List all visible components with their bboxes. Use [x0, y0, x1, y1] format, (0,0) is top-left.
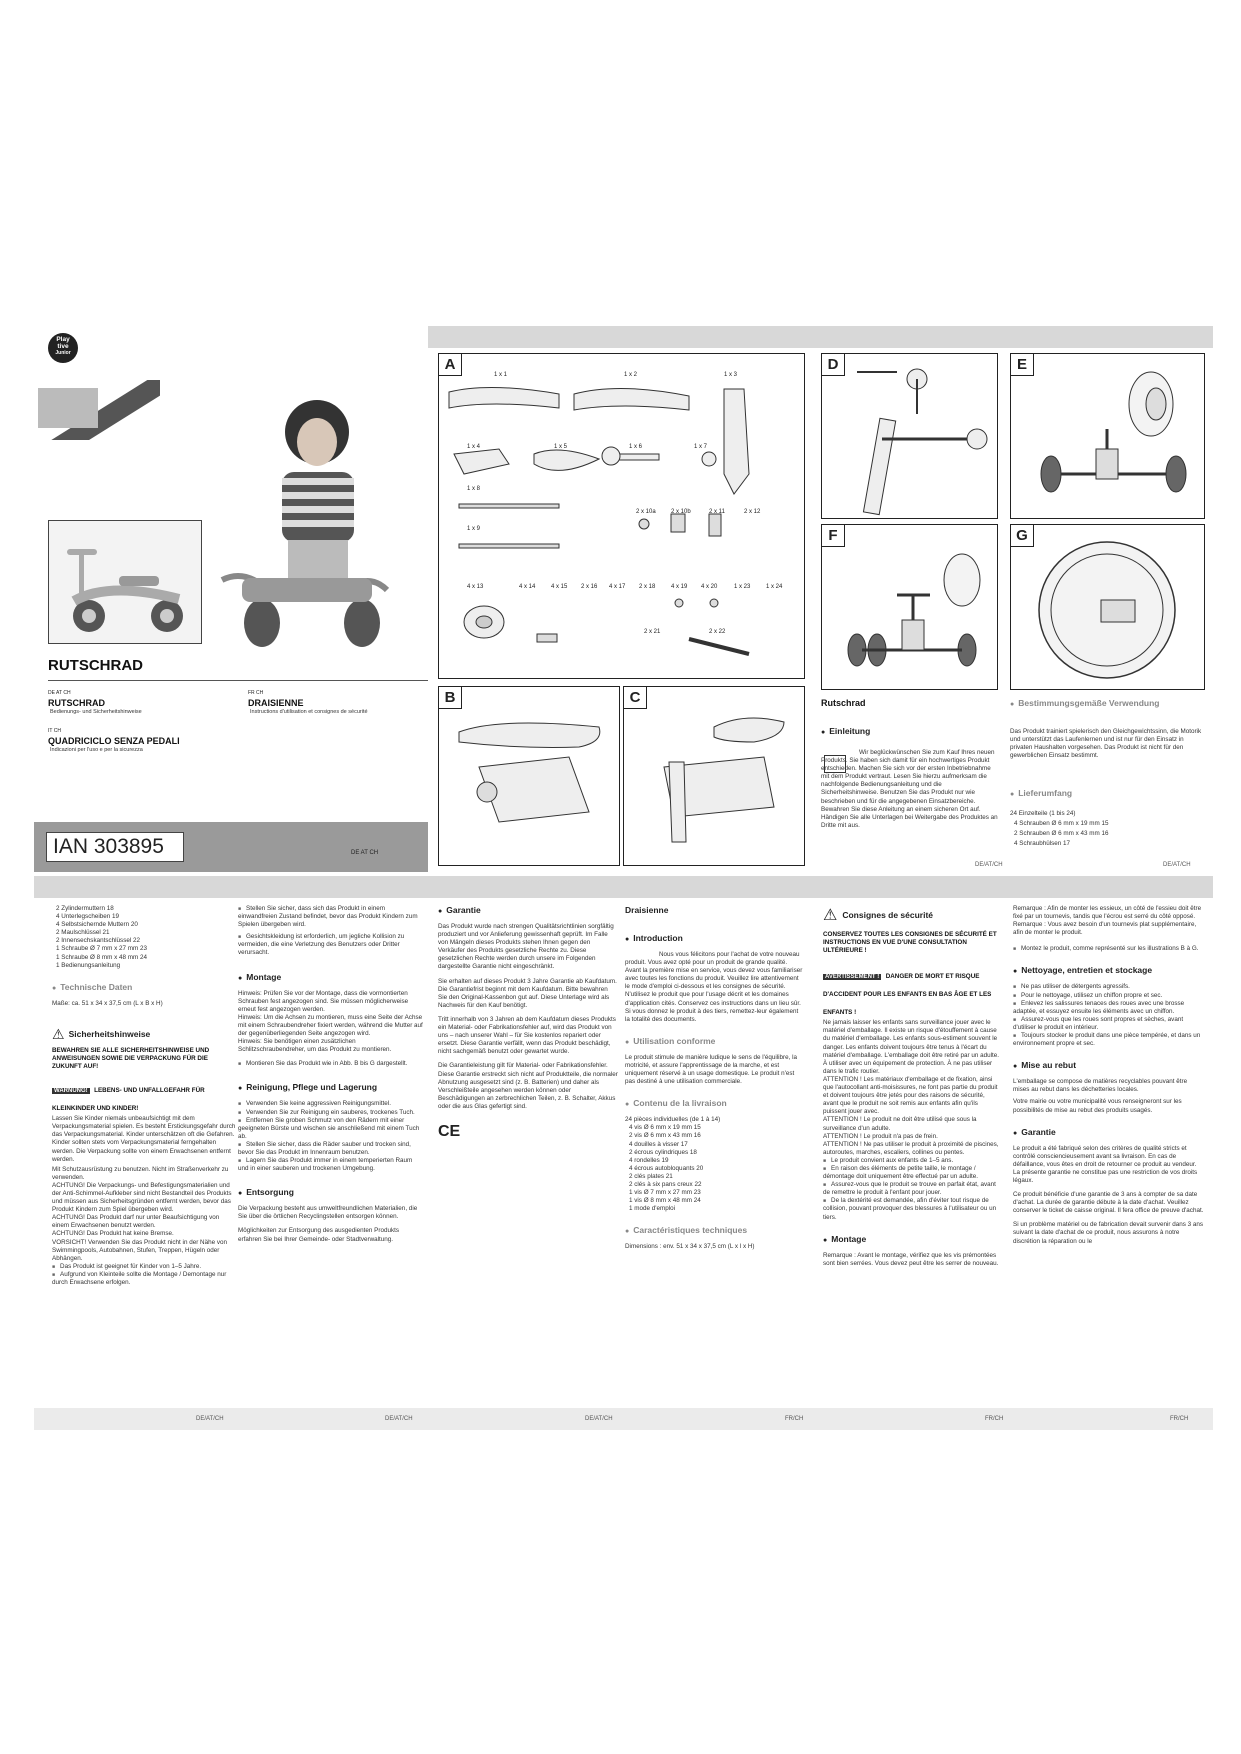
part-10b: 2 x 10b	[671, 509, 691, 515]
col1-l4: 2 Maulschlüssel 21	[56, 929, 110, 937]
safety-heading: Sicherheitshinweise	[68, 1029, 151, 1040]
contenu-heading: ● Contenu de la livraison	[625, 1098, 803, 1108]
de-title: RUTSCHRAD	[48, 698, 105, 708]
panel-g-label: G	[1011, 525, 1034, 547]
col1-l1: 2 Zylindermuttern 18	[56, 905, 114, 912]
tech-heading: ● Technische Daten	[52, 982, 238, 992]
einleitung-heading: ● Einleitung	[821, 726, 870, 736]
service-icon	[38, 388, 98, 428]
contenu-1: 24 pièces individuelles (de 1 à 14)	[625, 1116, 721, 1124]
fr-garantie-1: Le produit a été fabriqué selon des critères de qualité stricts et contrôlé consciencieusement avant sa livraison. En cas de défaillance, vous êtes en droit de retourner ce produit au vendeur. La présente garantie ne constitue pas une restriction de vos droits légaux.	[1013, 1144, 1198, 1184]
panel-d	[821, 353, 998, 519]
part-10a: 2 x 10a	[636, 509, 656, 515]
bike-photo	[48, 520, 202, 644]
attention-2: ATTENTION ! Le produit ne doit être utilisé que sous la surveillance d'un adulte.	[823, 1116, 977, 1132]
einleitung-text: Wir beglückwünschen Sie zum Kauf Ihres neuen Produkts. Sie haben sich damit für ein hochwertiges Produkt entschieden. Machen Sie sich vor der ersten Inbetriebnahme mit dem Produkt vertraut. Lesen Sie hierzu aufmerksam die nachfolgende Bedienungsanleitung und die Sicherheitshinweise. Benutzen Sie das Produkt nur wie beschrieben und für die angegebenen Einsatzbereiche. Bewahren Sie diese Anleitung an einem sicheren Ort auf. Händigen Sie alle Unterlagen bei Weitergabe des Produktes an Dritte mit aus.	[821, 749, 998, 829]
part-1: 1 x 1	[494, 372, 508, 378]
it-subtitle: Indicazioni per l'uso e per la sicurezza	[50, 747, 143, 753]
montage-1: Hinweis: Prüfen Sie vor der Montage, dass die vormontierten Schrauben fest angezogen sind. Sie müssen möglicherweise erneut fest angezogen werden.	[238, 989, 409, 1013]
kinder-age: ■ Das Produkt ist geeignet für Kinder von 1–5 Jahre.	[52, 1263, 238, 1271]
contenu-7: 4 écrous autobloquants 20	[629, 1164, 704, 1172]
reinigung-3: ■ Entfernen Sie groben Schmutz von den Rädern mit einer geeigneten Bürste und wischen sie anschließend mit einem Tuch ab.	[238, 1117, 424, 1141]
it-title: QUADRICICLO SENZA PEDALI	[48, 736, 180, 746]
part-2: 1 x 2	[624, 372, 638, 378]
brand-line-3: Junior	[55, 350, 71, 356]
child-photo	[202, 380, 402, 670]
panel-e	[1010, 353, 1205, 519]
lang-badge-it: IT CH	[48, 728, 61, 734]
consignes-heading: Consignes de sécurité	[842, 910, 934, 920]
col6-r3: ■ Montez le produit, comme représenté sur les illustrations B à G.	[1013, 945, 1205, 953]
garantie-3: Tritt innerhalb von 3 Jahren ab dem Kaufdatum dieses Produkts ein Material- oder Fabrikationsfehler auf, wird das Produkt von uns – nach unserer Wahl – für Sie kostenlos repariert oder ersetzt. Diese Garantie verfällt, wenn das Produkt beschädigt, nicht sachgemäß benutzt oder gewartet wurde.	[438, 1015, 616, 1056]
part-14: 4 x 14	[519, 584, 536, 590]
avert-2: À utiliser avec un équipement de protection. À ne pas utiliser dans le trafic routier.	[823, 1059, 993, 1075]
small-parts: ■ Aufgrund von Kleinteile sollte die Montage / Demontage nur durch Erwachsene erfolgen.	[52, 1271, 238, 1287]
contenu-2: 4 vis Ø 6 mm x 19 mm 15	[629, 1124, 701, 1132]
reinigung-1: ■ Verwenden Sie keine aggressiven Reinigungsmittel.	[238, 1100, 424, 1108]
footer-bottom-2: DE/AT/CH	[385, 1416, 413, 1422]
contenu-11: 1 vis Ø 8 mm x 48 mm 24	[629, 1197, 701, 1205]
achtung-1: ACHTUNG! Die Verpackungs- und Befestigungsmaterialien und der Anti-Schimmel-Aufkleber sind nicht Bestandteil des Produkts und müssen aus Sicherheitsgründen entfernt werden, bevor das Produkt Kindern zum Spiel übergeben wird.	[52, 1181, 232, 1214]
part-21: 2 x 21	[644, 629, 661, 635]
consignes-caps: CONSERVEZ TOUTES LES CONSIGNES DE SÉCURITÉ ET INSTRUCTIONS EN VUE D'UNE CONSULTATION ULTÉRIEURE !	[823, 931, 997, 955]
panel-f	[821, 524, 998, 690]
footer-bottom-6: FR/CH	[1170, 1416, 1189, 1422]
col2-b1: ■ Stellen Sie sicher, dass sich das Produkt in einem einwandfreien Zustand befindet, bevor das Produkt Kindern zum Spielen übergeben wird.	[238, 905, 424, 929]
montage-4: ■ Montieren Sie das Produkt wie in Abb. B bis G dargestellt.	[238, 1060, 424, 1068]
warning-triangle-icon: ⚠	[823, 907, 838, 924]
utilisation-text: Le produit stimule de manière ludique le sens de l'équilibre, la motricité, et assure l'apprentissage de la marche, et est uniquement réservé à un usage domestique. Le produit n'est pas destiné à une utilisation commerciale.	[625, 1053, 798, 1086]
column-1	[52, 905, 238, 1287]
warn-text: Lassen Sie Kinder niemals unbeaufsichtigt mit dem Verpackungsmaterial spielen. Es besteht Erstickungsgefahr durch das Verpackungsmaterial. Kinder unterschätzen oft die Gefahren. Kinder sollten stets vom Verpackungsmaterial ferngehalten werden. Die Verpackung sollte von einem Erwachsenen entfernt werden.	[52, 1115, 236, 1163]
brand-line-2: tive	[57, 343, 69, 350]
bestimmung-text: Das Produkt trainiert spielerisch den Gleichgewichtssinn, die Motorik und unterstützt das Laufenlernen und ist nur für den Einsatz in privaten Haushalten vorgesehen. Das Produkt ist nicht für den gewerblichen Einsatz bestimmt.	[1010, 728, 1202, 760]
utilisation-heading: ● Utilisation conforme	[625, 1036, 803, 1046]
bottom-grey-bar	[34, 876, 1213, 898]
lieferumfang-heading: ● Lieferumfang	[1010, 788, 1072, 798]
column-5	[823, 905, 1001, 1268]
contenu-5: 2 écrous cylindriques 18	[629, 1148, 697, 1156]
part-24: 1 x 24	[766, 584, 783, 590]
column-3	[438, 905, 618, 1141]
contenu-3: 2 vis Ø 6 mm x 43 mm 16	[629, 1132, 701, 1140]
montage-heading: ● Montage	[238, 972, 424, 982]
part-8: 1 x 8	[467, 486, 481, 492]
col6-r2: Remarque : Vous avez besoin d'un tournevis plat supplémentaire, afin de monter le produit.	[1013, 921, 1197, 937]
column-2	[238, 905, 424, 1244]
achtung-2: ACHTUNG! Das Produkt darf nur unter Beaufsichtigung von einem Erwachsenen benutzt werden.	[52, 1214, 220, 1230]
attention-4: ATTENTION ! Ne pas utiliser le produit à proximité de piscines, autoroutes, marches, escaliers, collines ou pentes.	[823, 1140, 999, 1156]
reinigung-heading: ● Reinigung, Pflege und Lagerung	[238, 1082, 424, 1092]
column-6	[1013, 905, 1205, 1246]
part-19: 4 x 19	[671, 584, 688, 590]
footer-top-1: DE/AT/CH	[975, 862, 1003, 868]
ce-mark: CE	[438, 1122, 461, 1140]
contenu-12: 1 mode d'emploi	[629, 1205, 676, 1213]
nettoyage-heading: ● Nettoyage, entretien et stockage	[1013, 965, 1205, 975]
vorsicht: VORSICHT! Verwenden Sie das Produkt nicht in der Nähe von Swimmingpools, Autobahnen, Stufen, Treppen, Hügeln oder Abhängen.	[52, 1238, 228, 1262]
panel-a	[438, 353, 805, 679]
warn-head: LEBENS- UND UNFALLGEFAHR FÜR KLEINKINDER UND KINDER!	[52, 1087, 205, 1113]
warn-2: Mit Schutzausrüstung zu benutzen. Nicht im Straßenverkehr zu verwenden.	[52, 1165, 229, 1181]
col1-l6: 1 Schraube Ø 7 mm x 27 mm 23	[56, 945, 147, 953]
part-6: 1 x 6	[629, 444, 643, 450]
warn-label: WARNUNG!	[54, 1088, 88, 1095]
part-12: 2 x 12	[744, 509, 761, 515]
part-15: 4 x 15	[551, 584, 568, 590]
part-9: 1 x 9	[467, 526, 481, 532]
col5-b2: ■ En raison des éléments de petite taille, le montage / démontage doit uniquement être effectué par un adulte.	[823, 1165, 1001, 1181]
carac-heading: ● Caractéristiques techniques	[625, 1225, 803, 1235]
part-4: 1 x 4	[467, 444, 481, 450]
part-7: 1 x 7	[694, 444, 708, 450]
lang-badge-de: DE AT CH	[48, 690, 71, 696]
contenu-4: 4 douilles à visser 17	[629, 1140, 688, 1148]
avert-text: Ne jamais laisser les enfants sans surveillance jouer avec le matériel d'emballage. Il existe un risque d'étouffement à cause du matériel d'emballage. Les enfants sous-estiment souvent le danger. Les enfants doivent toujours être tenus à l'écart du matériel d'emballage. L'emballage doit être retiré par un adulte.	[823, 1019, 1000, 1059]
col1-l2: 4 Unterlegscheiben 19	[56, 913, 120, 921]
intro-heading: ● Introduction	[625, 933, 803, 943]
col5-b4: ■ De la dextérité est demandée, afin d'éviter tout risque de collision, pouvant provoquer des blessures à l'utilisateur ou un tiers.	[823, 1197, 1001, 1221]
panel-c-label: C	[624, 687, 647, 709]
avert-head: DANGER DE MORT ET RISQUE D'ACCIDENT POUR LES ENFANTS EN BAS ÂGE ET LES ENFANTS !	[823, 973, 992, 1017]
part-5: 1 x 5	[554, 444, 568, 450]
nettoyage-5: ■ Toujours stocker le produit dans une pièce tempérée, et dans un environnement propre et sec.	[1013, 1032, 1205, 1048]
panel-b-label: B	[439, 687, 462, 709]
col1-l8: 1 Bedienungsanleitung	[56, 961, 121, 969]
fr-garantie-2: Ce produit bénéficie d'une garantie de 3 ans à compter de sa date d'achat. La durée de garantie débute à la date d'achat. Veuillez conserver le ticket de caisse original. Il fera office de preuve d'achat.	[1013, 1191, 1204, 1215]
rebut-1: L'emballage se compose de matières recyclables pouvant être mises au rebut dans les déchetteries locales.	[1013, 1078, 1188, 1094]
reinigung-2: ■ Verwenden Sie zur Reinigung ein sauberes, trockenes Tuch.	[238, 1109, 424, 1117]
de-heading: Rutschrad	[821, 698, 866, 708]
lang-badge-fr: FR CH	[248, 690, 264, 696]
panel-a-label: A	[439, 354, 462, 376]
panel-g	[1010, 524, 1205, 690]
nettoyage-4: ■ Assurez-vous que les roues sont propres et sèches, avant d'utiliser le produit en intérieur.	[1013, 1016, 1205, 1032]
nettoyage-3: ■ Enlevez les salissures tenaces des roues avec une brosse adaptée, et essuyez ensuite les éléments avec un chiffon.	[1013, 1000, 1205, 1016]
panel-e-label: E	[1011, 354, 1034, 376]
panel-b	[438, 686, 620, 866]
col2-b2: ■ Gesichtskleidung ist erforderlich, um jegliche Kollision zu vermeiden, die eine Verletzung des Benutzers oder Dritter verursacht.	[238, 933, 424, 957]
reinigung-5: ■ Lagern Sie das Produkt immer in einem temperierten Raum und in einer sauberen und trockenen Umgebung.	[238, 1157, 424, 1173]
contenu-8: 2 clés plates 21	[629, 1172, 673, 1180]
footer-top-2: DE/AT/CH	[1163, 862, 1191, 868]
fr-montage-text: Remarque : Avant le montage, vérifiez que les vis prémontées sont bien serrées. Vous devez peut être les serrer de nouveau.	[823, 1251, 999, 1267]
montage-3: Hinweis: Sie benötigen einen zusätzlichen Schlitzschraubendreher, um das Produkt zu montieren.	[238, 1038, 392, 1054]
footer-bottom-1: DE/AT/CH	[196, 1416, 224, 1422]
part-20: 4 x 20	[701, 584, 718, 590]
fr-garantie-3: Si un problème matériel ou de fabrication devait survenir dans 3 ans suivant la date d'achat de ce produit, nous assurons à notre discrétion la réparation ou le	[1013, 1221, 1204, 1245]
col6-r1: Remarque : Afin de monter les essieux, un côté de l'essieu doit être fixé par un tournevis, tandis que l'écrou est serré du côté opposé.	[1013, 905, 1202, 921]
attention-1: ATTENTION ! Les matériaux d'emballage et de fixation, ainsi que l'autocollant anti-moisissures, ne font pas partie du produit et doivent toujours être jetés pour des raisons de sécurité, avant que le produit ne soit remis aux enfants afin qu'ils puissent jouer avec.	[823, 1075, 998, 1116]
tech-text: Maße: ca. 51 x 34 x 37,5 cm (L x B x H)	[52, 999, 163, 1007]
avert-label: AVERTISSEMENT !	[825, 974, 880, 981]
column-4	[625, 905, 803, 1251]
footer-bottom-3: DE/AT/CH	[585, 1416, 613, 1422]
reinigung-4: ■ Stellen Sie sicher, dass die Räder sauber und trocken sind, bevor Sie das Produkt im Innenraum benutzen.	[238, 1141, 424, 1157]
panel-d-label: D	[822, 354, 845, 376]
rebut-heading: ● Mise au rebut	[1013, 1060, 1205, 1070]
part-18: 2 x 18	[639, 584, 656, 590]
garantie-1: Das Produkt wurde nach strengen Qualitätsrichtlinien sorgfältig produziert und vor Anlieferung gewissenhaft geprüft. Im Falle von Mängeln dieses Produkts stehen Ihnen gegen den Verkäufer des Produkts gesetzliche Rechte zu. Diese gesetzlichen Rechte werden durch unsere im Folgenden dargestellte Garantie nicht eingeschränkt.	[438, 923, 614, 971]
col1-l5: 2 Innensechskantschlüssel 22	[56, 937, 141, 945]
contenu-9: 2 clés à six pans creux 22	[629, 1180, 702, 1188]
col5-b3: ■ Assurez-vous que le produit se trouve en parfait état, avant de remettre le produit à l'enfant pour jouer.	[823, 1181, 1001, 1197]
panel-f-label: F	[822, 525, 845, 547]
ian-langs: DE AT CH	[351, 850, 379, 856]
achtung-3: ACHTUNG! Das Produkt hat keine Bremse.	[52, 1230, 174, 1238]
cover-title: RUTSCHRAD	[48, 657, 143, 674]
ian-number: IAN 303895	[53, 835, 164, 858]
part-23: 1 x 23	[734, 584, 751, 590]
col1-l7: 1 Schraube Ø 8 mm x 48 mm 24	[56, 953, 147, 961]
fr-montage-heading: ● Montage	[823, 1234, 1001, 1244]
part-22: 2 x 22	[709, 629, 726, 635]
contenu-10: 1 vis Ø 7 mm x 27 mm 23	[629, 1189, 701, 1197]
brand-logo	[48, 333, 78, 363]
rebut-2: Votre mairie ou votre municipalité vous renseigneront sur les possibilités de mise au rebut des produits usagés.	[1013, 1098, 1182, 1114]
col1-l3: 4 Selbstsichernde Muttern 20	[56, 921, 138, 929]
bestimmung-heading: ● Bestimmungsgemäße Verwendung	[1010, 698, 1180, 708]
part-11: 2 x 11	[709, 509, 725, 515]
de-subtitle: Bedienungs- und Sicherheitshinweise	[50, 709, 142, 715]
entsorgung-heading: ● Entsorgung	[238, 1187, 424, 1197]
entsorgung-1: Die Verpackung besteht aus umweltfreundlichen Materialien, die Sie über die örtlichen Recyclingstellen entsorgen können.	[238, 1205, 418, 1221]
part-17: 4 x 17	[609, 584, 626, 590]
garantie-2: Sie erhalten auf dieses Produkt 3 Jahre Garantie ab Kaufdatum. Die Garantiefrist beginnt mit dem Kaufdatum. Bitte bewahren Sie den Original-Kassenbon gut auf. Diese Unterlage wird als Nachweis für den Kauf benötigt.	[438, 977, 617, 1009]
fr-title-draisienne: Draisienne	[625, 905, 669, 915]
part-3: 1 x 3	[724, 372, 738, 378]
fr-garantie-heading: ● Garantie	[1013, 1127, 1205, 1137]
montage-2: Hinweis: Um die Achsen zu montieren, muss eine Seite der Achse mit einem Schraubendreher fixiert werden, während die Mutter auf der gegenüberliegenden Seite angezogen wird.	[238, 1013, 423, 1038]
footer-bottom-4: FR/CH	[785, 1416, 804, 1422]
lieferumfang-2: 4 Schrauben Ø 6 mm x 19 mm 15	[1014, 820, 1109, 827]
lieferumfang-3: 2 Schrauben Ø 6 mm x 43 mm 16	[1014, 830, 1109, 837]
col5-b1: ■ Le produit convient aux enfants de 1–5 ans.	[823, 1157, 1001, 1165]
attention-3: ATTENTION ! Le produit n'a pas de frein.	[823, 1132, 938, 1140]
part-16: 2 x 16	[581, 584, 598, 590]
carac-text: Dimensions : env. 51 x 34 x 37,5 cm (L x l x H)	[625, 1243, 755, 1251]
entsorgung-2: Möglichkeiten zur Entsorgung des ausgedienten Produkts erfahren Sie bei Ihrer Gemeinde- oder Stadtverwaltung.	[238, 1227, 400, 1243]
nettoyage-1: ■ Ne pas utiliser de détergents agressifs.	[1013, 983, 1205, 991]
warning-triangle-icon: ⚠	[52, 1025, 65, 1042]
panel-c	[623, 686, 805, 866]
contenu-6: 4 rondelles 19	[629, 1156, 669, 1164]
lieferumfang-1: 24 Einzelteile (1 bis 24)	[1010, 810, 1076, 817]
part-13: 4 x 13	[467, 584, 484, 590]
nettoyage-2: ■ Pour le nettoyage, utilisez un chiffon propre et sec.	[1013, 992, 1205, 1000]
intro-text: Nous vous félicitons pour l'achat de votre nouveau produit. Vous avez opté pour un produit de grande qualité. Avant la première mise en service, vous devez vous familiariser avec toutes les fonctions du produit. Veuillez lire attentivement le mode d'emploi ci-dessous et les consignes de sécurité. N'utilisez le produit que pour l'usage décrit et les domaines d'application cités. Conservez ces instructions dans un lieu sûr. Si vous donnez le produit à des tiers, remettez-leur également la totalité des documents.	[625, 951, 803, 1023]
lieferumfang-4: 4 Schraubhülsen 17	[1014, 840, 1071, 847]
safety-caps: BEWAHREN SIE ALLE SICHERHEITSHINWEISE UND ANWEISUNGEN SOWIE DIE VERPACKUNG FÜR DIE ZUKUNFT AUF!	[52, 1046, 210, 1071]
fr-subtitle: Instructions d'utilisation et consignes de sécurité	[250, 709, 368, 715]
garantie-heading: ● Garantie	[438, 905, 618, 915]
ian-box	[46, 832, 184, 862]
top-grey-bar	[428, 326, 1213, 348]
footer-bottom-5: FR/CH	[985, 1416, 1004, 1422]
brand-line-1: Play	[56, 336, 70, 343]
garantie-4: Die Garantieleistung gilt für Material- oder Fabrikationsfehler. Diese Garantie erstreckt sich nicht auf Produktteile, die normaler Abnutzung ausgesetzt sind (z. B. Batterien) und daher als Verschleißteile angesehen werden können oder Beschädigungen an zerbrechlichen Teilen, z. B. Schalter, Akkus oder die aus Glas gefertigt sind.	[438, 1062, 618, 1110]
cover-divider	[48, 680, 428, 681]
fr-title: DRAISIENNE	[248, 698, 304, 708]
